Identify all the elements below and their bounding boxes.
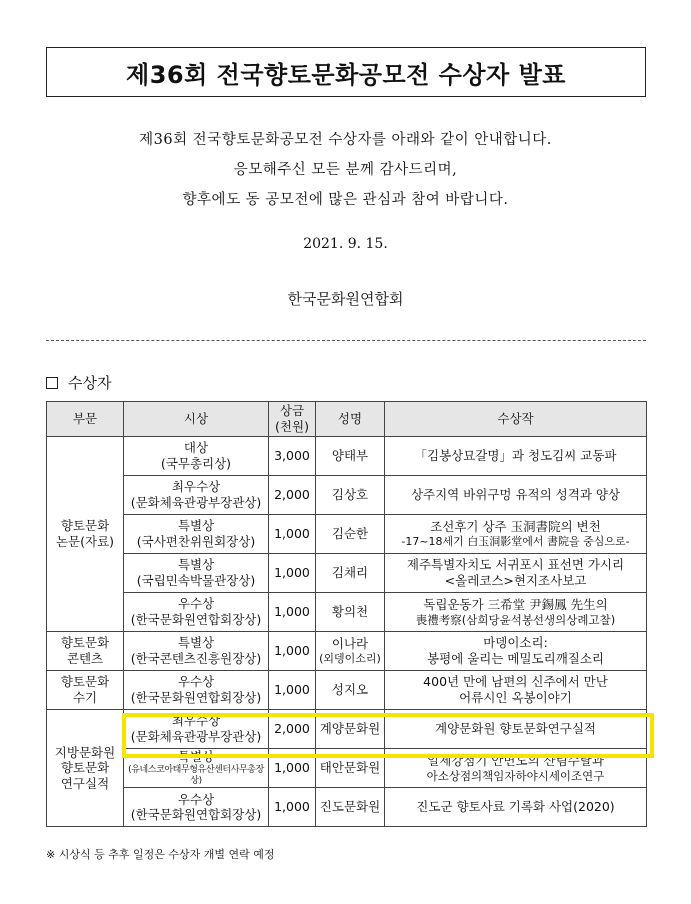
name-cell: 김채리 <box>316 554 385 593</box>
title-box <box>46 47 646 97</box>
prize-cell: 3,000 <box>269 437 316 476</box>
table-row <box>47 671 647 710</box>
header-category: 부문 <box>47 402 124 437</box>
name-cell: 황의천 <box>316 593 385 632</box>
work-cell: 「김봉상묘갈명」과 청도김씨 교동파 <box>385 437 647 476</box>
prize-cell: 1,000 <box>269 788 316 827</box>
award-cell: 우수상 (한국문화원연합회장상) <box>124 788 269 827</box>
award-cell: 특별상 (한국콘텐츠진흥원장상) <box>124 632 269 671</box>
prize-cell: 1,000 <box>269 749 316 788</box>
award-cell: 특별상 (유네스코아태무형유산센터사무총장상) <box>124 749 269 788</box>
work-cell: 일제강점기 안면도의 산림수탈과 아소상점의책임자하야시세이조연구 <box>385 749 647 788</box>
section-heading <box>46 372 111 393</box>
award-cell: 특별상 (국립민속박물관장상) <box>124 554 269 593</box>
intro-line-3: 향후에도 동 공모전에 많은 관심과 참여 바랍니다. <box>182 192 509 208</box>
work-cell: 계양문화원 향토문화연구실적 <box>385 710 647 749</box>
table-row <box>47 554 647 593</box>
section-title: 수상자 <box>68 374 112 392</box>
organization-name: 한국문화원연합회 <box>287 290 404 308</box>
award-cell: 우수상 (한국문화원연합회장상) <box>124 593 269 632</box>
name-cell: 진도문화원 <box>316 788 385 827</box>
checkbox-square-icon <box>46 377 58 389</box>
award-cell: 우수상 (한국문화원연합회장상) <box>124 671 269 710</box>
name-cell: 성지오 <box>316 671 385 710</box>
footnote: ※ 시상식 등 추후 일정은 수상자 개별 연락 예정 <box>46 848 275 861</box>
intro-line-2: 응모해주신 모든 분께 감사드리며, <box>233 162 458 178</box>
name-cell: 김상호 <box>316 476 385 515</box>
header-name: 성명 <box>316 402 385 437</box>
awards-table <box>46 401 647 827</box>
header-award: 시상 <box>124 402 269 437</box>
award-cell: 대상 (국무총리상) <box>124 437 269 476</box>
prize-cell: 2,000 <box>269 710 316 749</box>
table-row <box>47 437 647 476</box>
table-row-highlighted <box>47 710 647 749</box>
category-cell: 향토문화 수기 <box>47 671 124 710</box>
prize-cell: 1,000 <box>269 515 316 554</box>
award-cell: 특별상 (국사편찬위원회장상) <box>124 515 269 554</box>
dashed-divider <box>46 340 646 341</box>
table-header-row <box>47 402 647 437</box>
award-cell: 최우수상 (문화체육관광부장관상) <box>124 476 269 515</box>
work-cell: 독립운동가 三希堂 尹錫鳳 先生의 喪禮考察(삼희당윤석봉선생의상례고찰) <box>385 593 647 632</box>
work-cell: 제주특별자치도 서귀포시 표선면 가시리 <올레코스>현지조사보고 <box>385 554 647 593</box>
prize-cell: 1,000 <box>269 593 316 632</box>
table-row <box>47 515 647 554</box>
award-cell: 최우수상 (문화체육관광부장관상) <box>124 710 269 749</box>
work-cell: 400년 만에 남편의 신주에서 만난 어류시인 옥봉이야기 <box>385 671 647 710</box>
name-cell: 이나라 (외뎅이소리) <box>316 632 385 671</box>
page-title: 제36회 전국향토문화공모전 수상자 발표 <box>126 60 566 89</box>
prize-cell: 2,000 <box>269 476 316 515</box>
category-cell: 지방문화원 향토문화 연구실적 <box>47 710 124 827</box>
table-row <box>47 632 647 671</box>
header-work: 수상작 <box>385 402 647 437</box>
work-cell: 마뎅이소리: 봉평에 울리는 메밀도리깨질소리 <box>385 632 647 671</box>
name-cell: 계양문화원 <box>316 710 385 749</box>
prize-cell: 1,000 <box>269 671 316 710</box>
work-cell: 진도군 향토사료 기록화 사업(2020) <box>385 788 647 827</box>
work-cell: 상주지역 바위구멍 유적의 성격과 양상 <box>385 476 647 515</box>
table-row <box>47 749 647 788</box>
table-row <box>47 788 647 827</box>
work-cell: 조선후기 상주 玉洞書院의 변천 -17~18세기 白玉洞影堂에서 書院을 중심으로- <box>385 515 647 554</box>
announcement-date: 2021. 9. 15. <box>303 236 388 252</box>
intro-line-1: 제36회 전국향토문화공모전 수상자를 아래와 같이 안내합니다. <box>139 132 552 148</box>
prize-cell: 1,000 <box>269 554 316 593</box>
name-cell: 양태부 <box>316 437 385 476</box>
category-cell: 향토문화 콘텐츠 <box>47 632 124 671</box>
name-cell: 김순한 <box>316 515 385 554</box>
table-row <box>47 476 647 515</box>
table-row <box>47 593 647 632</box>
header-prize: 상금 (천원) <box>269 402 316 437</box>
category-cell: 향토문화 논문(자료) <box>47 437 124 632</box>
name-cell: 태안문화원 <box>316 749 385 788</box>
prize-cell: 1,000 <box>269 632 316 671</box>
